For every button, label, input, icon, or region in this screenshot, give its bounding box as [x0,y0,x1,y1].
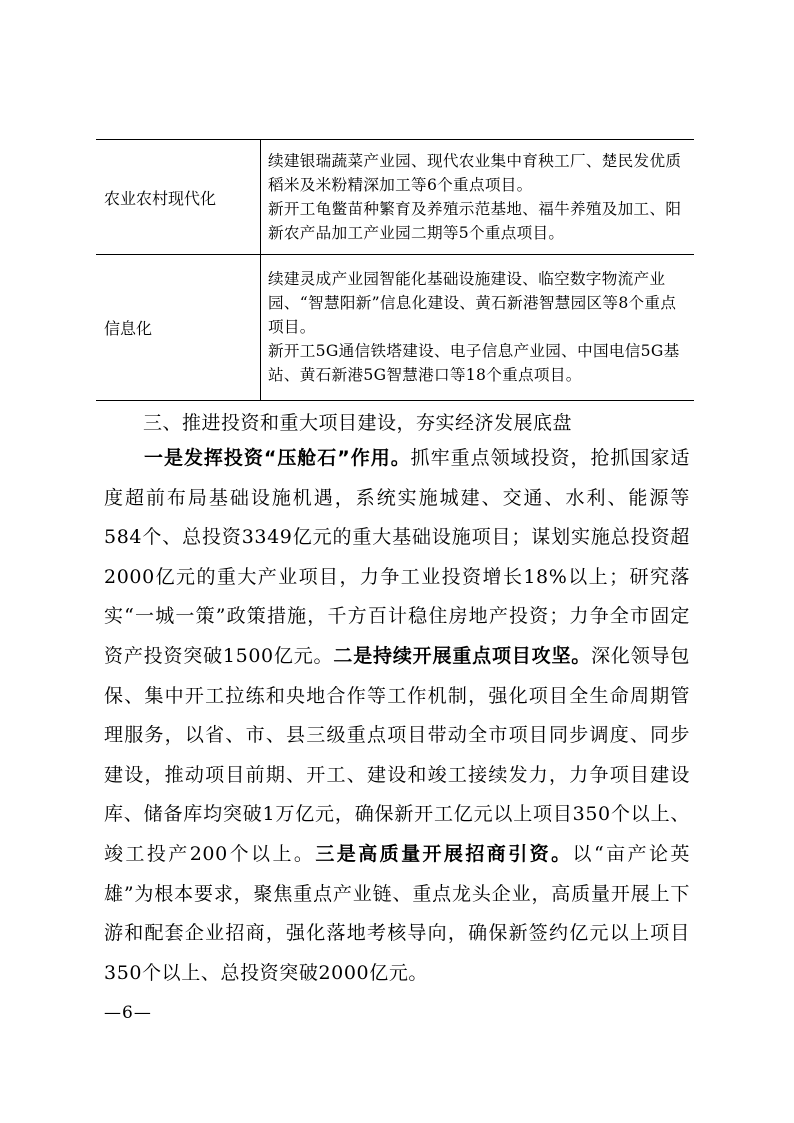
content-cell [261,140,695,255]
projects-table [96,139,694,401]
category-cell: 信息化 [96,255,261,401]
bold-lead: 二是持续开展重点项目攻坚。 [333,644,592,667]
bold-lead: 一是发挥投资“压舱石”作用。 [144,447,411,469]
content-line: 续建灵成产业园智能化基础设施建设、临空数字物流产业园、“智慧阳新”信息化建设、黄石新港智慧园区等8个重点项目。 [268,270,677,336]
content-cell [261,255,695,401]
bold-lead: 三是高质量开展招商引资。 [315,842,573,865]
body-paragraph [104,439,690,993]
content-line: 续建银瑞蔬菜产业园、现代农业集中育秧工厂、楚民发优质稻米及米粉精深加工等6个重点项目。 [268,151,682,194]
content-line: 新开工龟鳖苗种繁育及养殖示范基地、福牛养殖及加工、阳新农产品加工产业园二期等5个重点项目。 [268,199,682,242]
paragraph-text: 以“亩产论英雄”为根本要求，聚焦重点产业链、重点龙头企业，高质量开展上下游和配套企业招商，强化落地考核导向，确保新签约亿元以上项目350个以上、总投资突破2000亿元。 [104,842,690,984]
section-heading: 三、推进投资和重大项目建设，夯实经济发展底盘 [143,412,573,434]
page-number: —6— [104,1003,152,1023]
paragraph-text: 抓牢重点领域投资，抢抓国家适度超前布局基础设施机遇，系统实施城建、交通、水利、能源等584个、总投资3349亿元的重大基础设施项目；谋划实施总投资超2000亿元的重大产业项目，力争工业投资增长18%以上；研究落实“一城一策”政策措施，千方百计稳住房地产投资；力争全市固定资产投资突破1500亿元。 [104,447,690,667]
table-row [96,255,694,401]
table-row [96,140,694,255]
category-cell: 农业农村现代化 [96,140,261,255]
content-line: 新开工5G通信铁塔建设、电子信息产业园、中国电信5G基站、黄石新港5G智慧港口等18个重点项目。 [268,342,680,384]
paragraph-text: 深化领导包保、集中开工拉练和央地合作等工作机制，强化项目全生命周期管理服务，以省、市、县三级重点项目带动全市项目同步调度、同步建设，推动项目前期、开工、建设和竣工接续发力，力争项目建设库、储备库均突破1万亿元，确保新开工亿元以上项目350个以上、竣工投产200个以上。 [104,644,690,865]
